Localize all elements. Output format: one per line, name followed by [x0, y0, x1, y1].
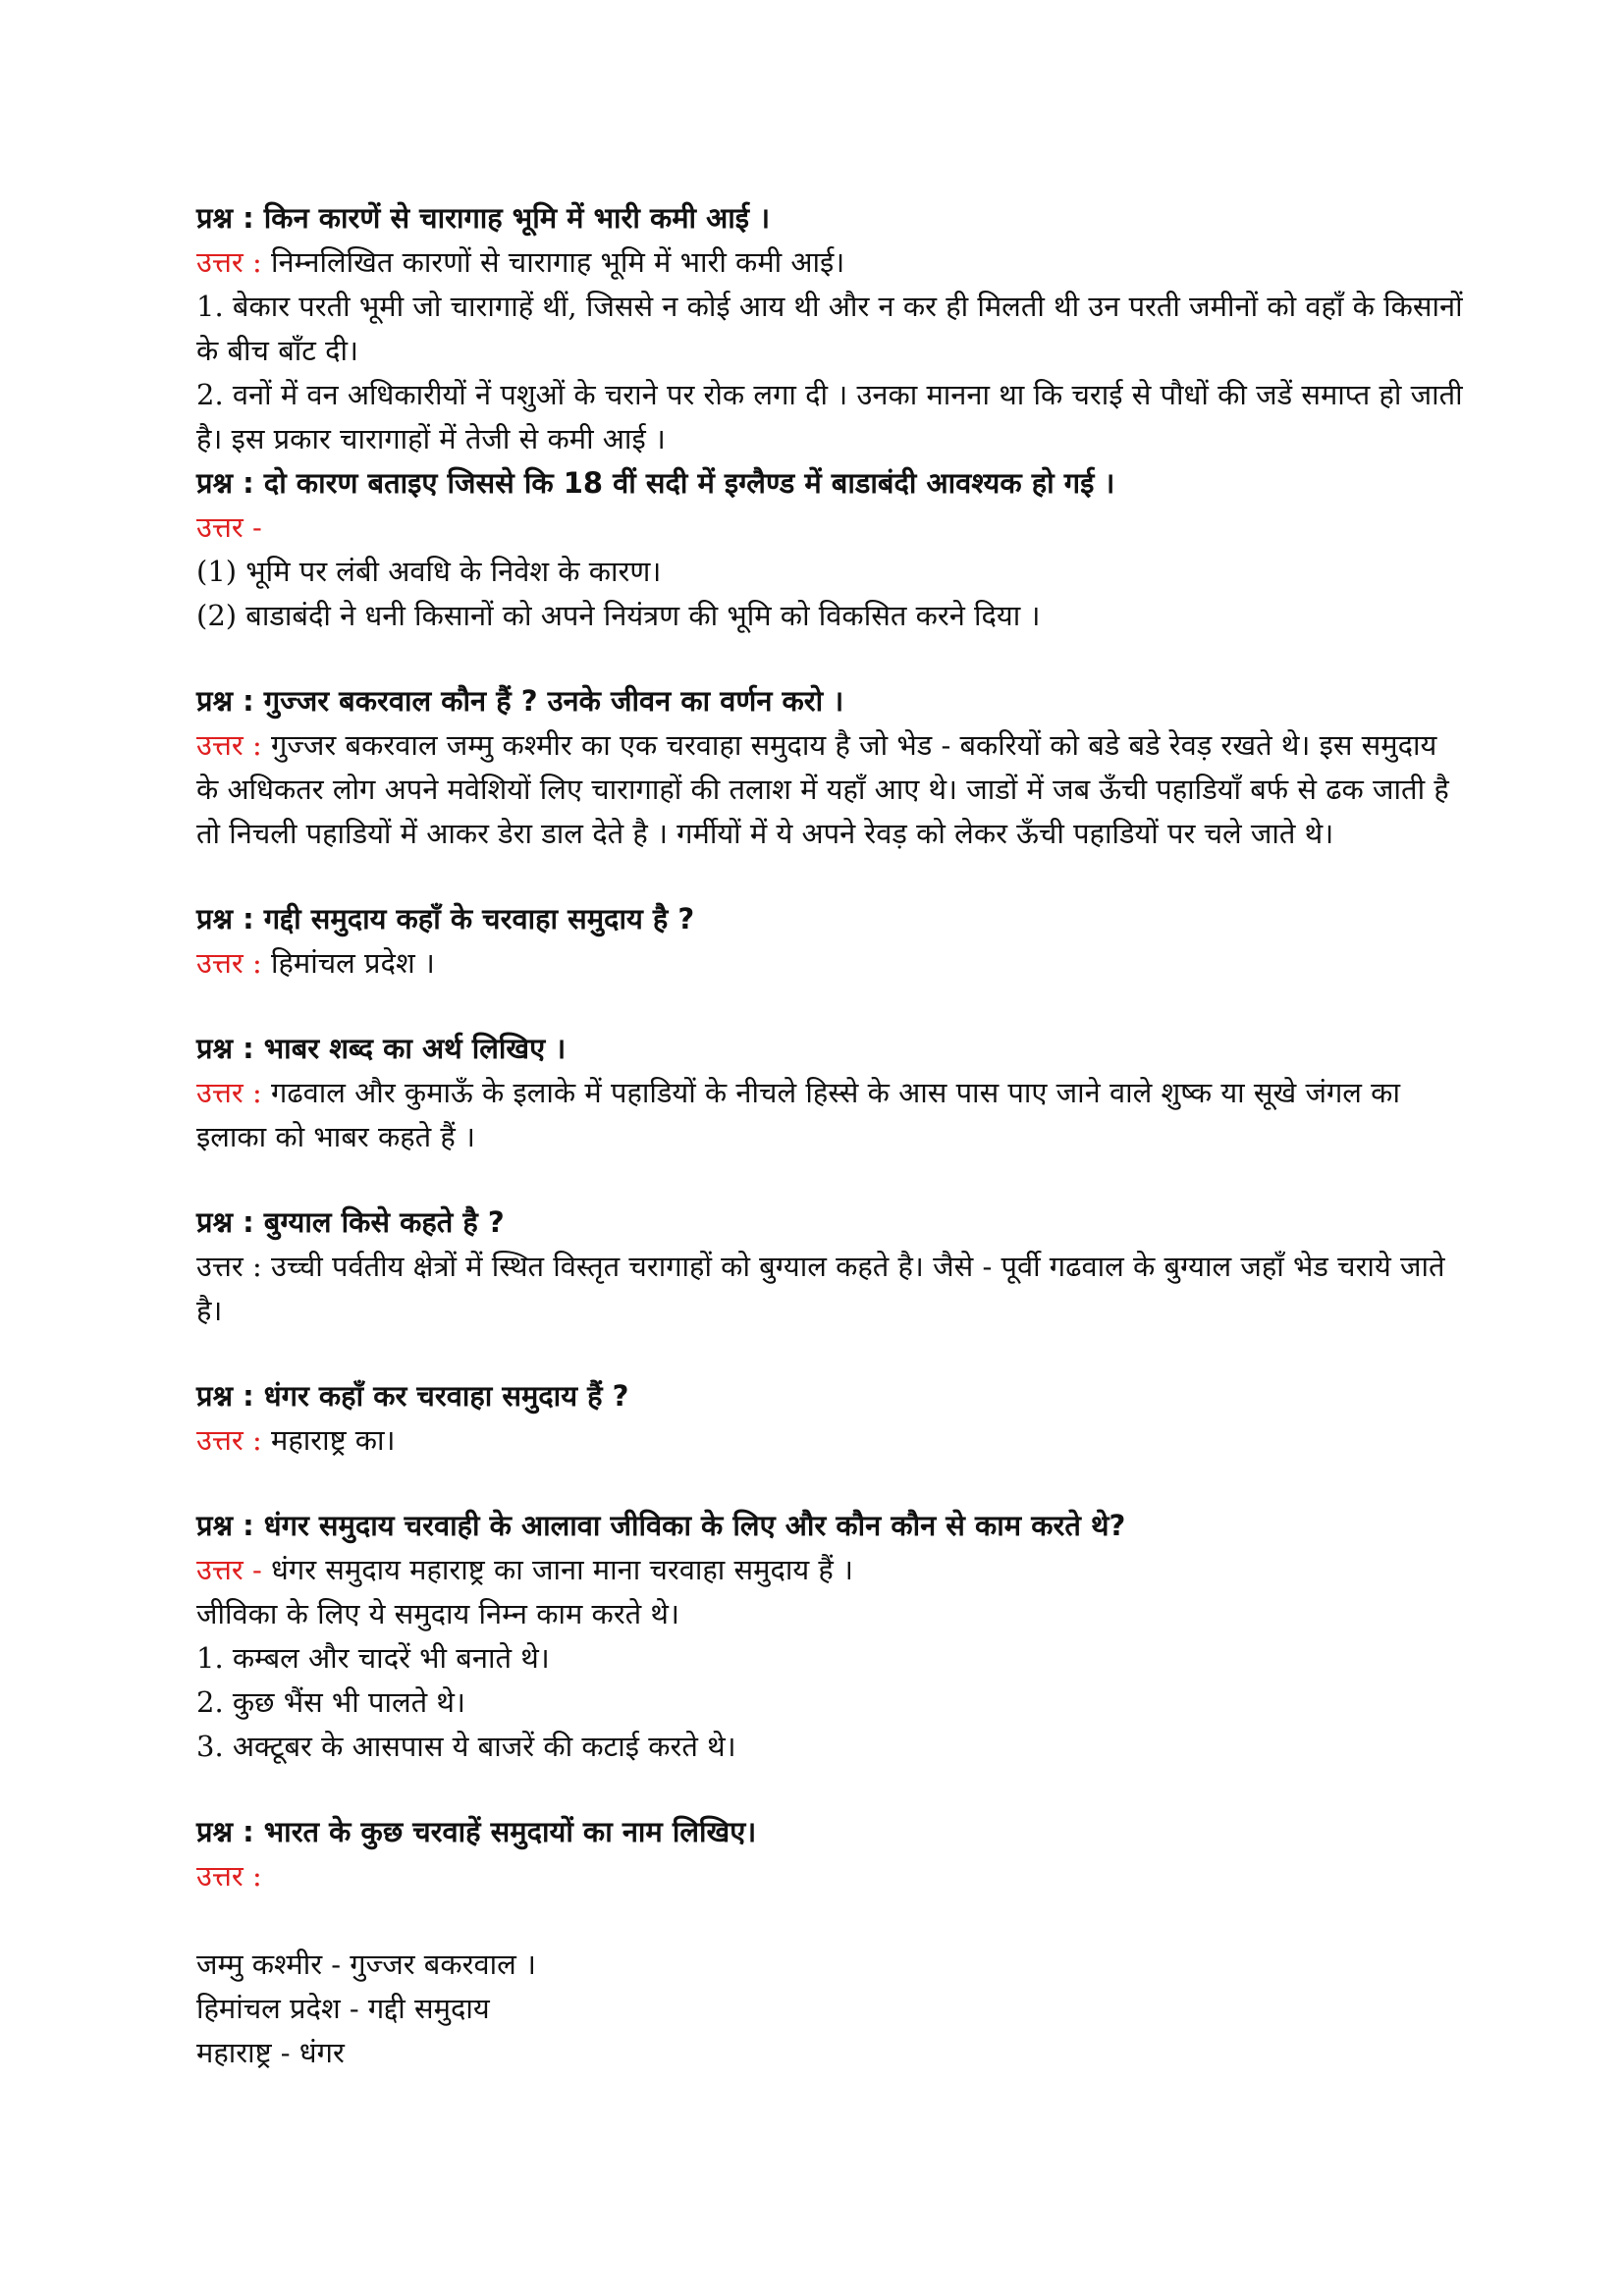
answer-text: निम्नलिखित कारणों से चारागाह भूमि में भारी कमी आई। [271, 245, 845, 279]
answer-line: (1) भूमि पर लंबी अवधि के निवेश के कारण। [196, 555, 662, 588]
answer-label: उत्तर : [196, 245, 262, 279]
answer-line [196, 1548, 1463, 1592]
answer-line: 3. अक्टूबर के आसपास ये बाजरें की कटाई करते थे। [196, 1730, 736, 1763]
answer-label: उत्तर : [196, 1250, 262, 1283]
question-heading: प्रश्न : दो कारण बताइए जिससे कि 18 वीं सदी में इग्लैण्ड में बाडाबंदी आवश्यक हो गई । [196, 466, 1115, 500]
answer-label: उत्तर : [196, 946, 262, 980]
answer-line: हिमांचल प्रदेश - गद्दी समुदाय [196, 1992, 490, 2025]
qa-block [196, 1504, 1463, 1769]
document-body [196, 196, 1463, 2075]
qa-block [196, 1027, 1463, 1159]
qa-block [196, 897, 1463, 986]
answer-line: 1. बेकार परती भूमी जो चारागाहें थीं, जिससे न कोई आय थी और न कर ही मिलती थी उन परती जमीनों को वहाँ के किसानों के बीच बाँट दी। [196, 290, 1463, 367]
qa-block [196, 196, 1463, 461]
question-heading: प्रश्न : धंगर कहाँ कर चरवाहा समुदाय हैं ? [196, 1379, 629, 1413]
answer-text: गढवाल और कुमाऊँ के इलाके में पहाडियों के नीचले हिस्से के आस पास पाए जाने वाले शुष्क या सूखे जंगल का इलाका को भाबर कहते हैं । [196, 1076, 1400, 1153]
answer-text: उच्ची पर्वतीय क्षेत्रों में स्थित विस्तृत चरागाहों को बुग्याल कहते है। जैसे - पूर्वी गढवाल के बुग्याल जहाँ भेड चराये जाते है। [196, 1250, 1445, 1327]
answer-label: उत्तर - [196, 1553, 262, 1586]
qa-block [196, 461, 1463, 638]
answer-line: 2. वनों में वन अधिकारीयों नें पशुओं के चराने पर रोक लगा दी । उनका मानना था कि चराई से पौधों की जडें समाप्त हो जाती है। इस प्रकार चारागाहों में तेजी से कमी आई । [196, 378, 1463, 455]
answer-line [196, 723, 1463, 856]
question-heading: प्रश्न : गुज्जर बकरवाल कौन हैं ? उनके जीवन का वर्णन करो । [196, 684, 844, 718]
question-heading: प्रश्न : धंगर समुदाय चरवाही के आलावा जीविका के लिए और कौन कौन से काम करते थे? [196, 1509, 1126, 1542]
answer-line: 1. कम्बल और चादरें भी बनाते थे। [196, 1641, 550, 1675]
answer-label: उत्तर : [196, 1423, 262, 1457]
answer-line: (2) बाडाबंदी ने धनी किसानों को अपने नियंत्रण की भूमि को विकसित करने दिया । [196, 599, 1041, 632]
answer-text: गुज्जर बकरवाल जम्मु कश्मीर का एक चरवाहा समुदाय है जो भेड - बकरियों को बडे बडे रेवड़ रखते थे। इस समुदाय के अधिकतर लोग अपने मवेशियों लिए चारागाहों की तलाश में यहाँ आए थे। जाडों में जब ऊँची पहाडियाँ बर्फ से ढक जाती है तो निचली पहाडियों में आकर डेरा डाल देते है । गर्मीयों में ये अपने रेवड़ को लेकर ऊँची पहाडियों पर चले जाते थे। [196, 728, 1449, 850]
question-heading: प्रश्न : बुग्याल किसे कहते है ? [196, 1205, 505, 1239]
blank-line [196, 1898, 1463, 1943]
answer-text: धंगर समुदाय महाराष्ट्र का जाना माना चरवाहा समुदाय हैं । [271, 1553, 854, 1586]
qa-block [196, 1374, 1463, 1463]
answer-line: जम्मु कश्मीर - गुज्जर बकरवाल । [196, 1948, 537, 1981]
answer-label: उत्तर : [196, 728, 262, 762]
qa-block [196, 679, 1463, 856]
question-heading: प्रश्न : भारत के कुछ चरवाहें समुदायों का नाम लिखिए। [196, 1815, 757, 1848]
answer-line [196, 1071, 1463, 1159]
answer-line [196, 941, 1463, 986]
answer-label: उत्तर : [196, 1859, 262, 1893]
question-heading: प्रश्न : गद्दी समुदाय कहाँ के चरवाहा समुदाय है ? [196, 902, 695, 935]
answer-line: 2. कुछ भैंस भी पालते थे। [196, 1685, 465, 1719]
answer-line [196, 1418, 1463, 1463]
answer-text: महाराष्ट्र का। [271, 1423, 396, 1457]
qa-block [196, 1810, 1463, 2075]
question-heading: प्रश्न : किन कारणें से चारागाह भूमि में भारी कमी आई । [196, 201, 771, 235]
answer-line [196, 240, 1463, 285]
answer-line: जीविका के लिए ये समुदाय निम्न काम करते थे। [196, 1597, 679, 1630]
answer-text: हिमांचल प्रदेश । [271, 946, 435, 980]
qa-block [196, 1201, 1463, 1333]
answer-label: उत्तर - [196, 510, 262, 544]
answer-line: महाराष्ट्र - धंगर [196, 2036, 345, 2069]
answer-label: उत्तर : [196, 1076, 262, 1109]
answer-line [196, 1245, 1463, 1333]
question-heading: प्रश्न : भाबर शब्द का अर्थ लिखिए । [196, 1032, 567, 1065]
